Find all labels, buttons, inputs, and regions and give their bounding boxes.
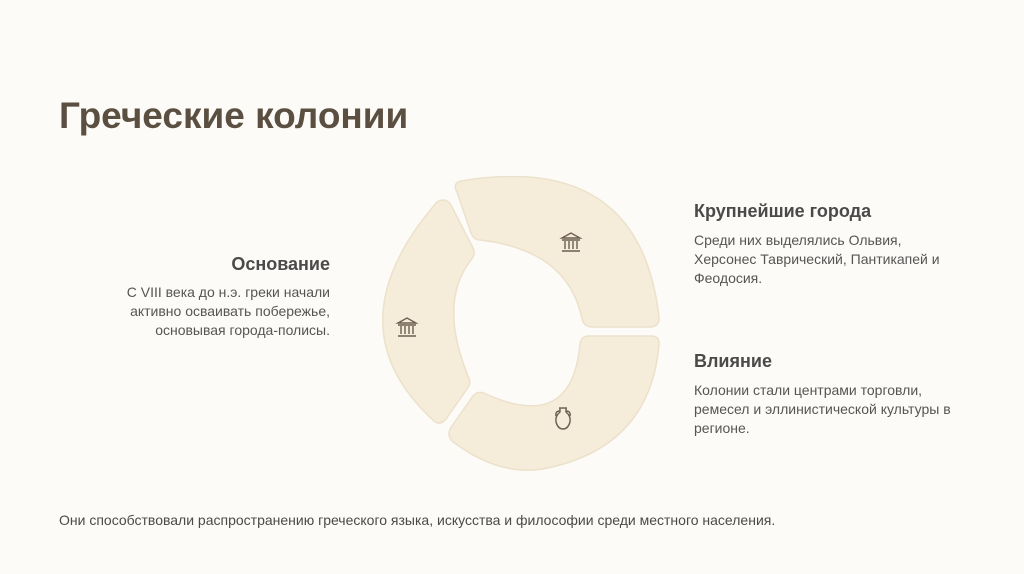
ring-diagram [360,176,664,480]
segment-cities [455,176,659,327]
cities-title: Крупнейшие города [694,201,872,221]
foundation-text: С VIII века до н.э. греки начали активно осваивать побережье, основывая города-полисы. [126,284,330,338]
cities-text: Среди них выделялись Ольвия, Херсонес Таврический, Пантикапей и Феодосия. [694,232,940,286]
footer-text: Они способствовали распространению греческого языка, искусства и философии среди местного населения. [59,512,776,528]
influence-text: Колонии стали центрами торговли, ремесел и эллинистической культуры в регионе. [694,382,951,436]
foundation-title: Основание [231,254,330,274]
segment-foundation [383,200,474,423]
influence-title: Влияние [694,351,772,371]
segment-influence [449,336,659,470]
page-title: Греческие колонии [59,95,409,136]
